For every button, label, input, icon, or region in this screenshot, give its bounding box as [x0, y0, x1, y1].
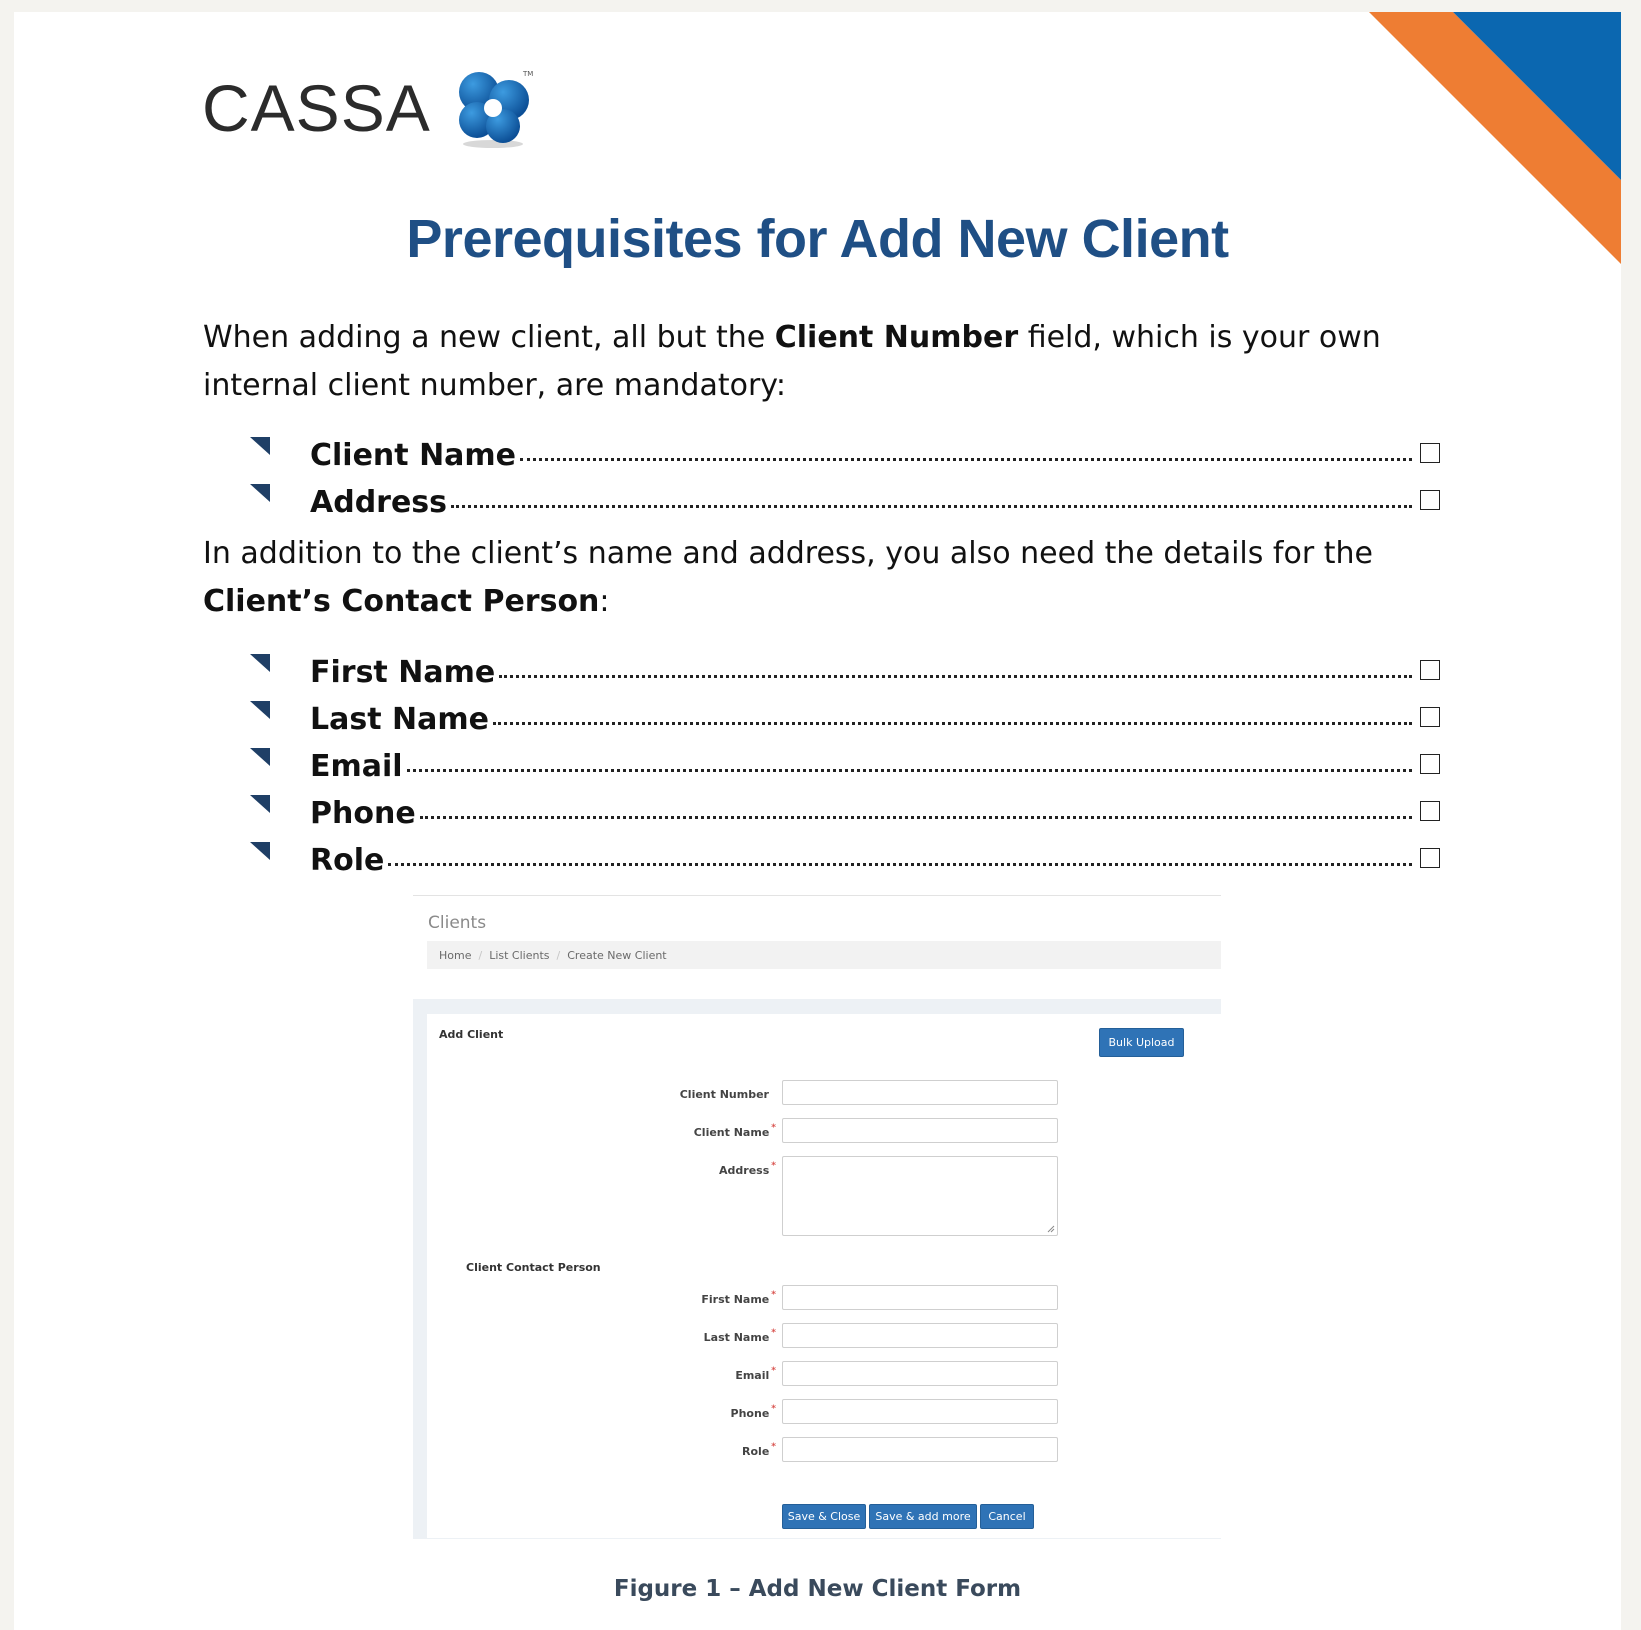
breadcrumb-list-clients[interactable]: List Clients	[489, 948, 550, 962]
last-name-label: Last Name *	[703, 1328, 776, 1344]
required-asterisk: *	[771, 1328, 776, 1338]
contact-checklist	[250, 643, 1440, 878]
mandatory-checklist	[250, 426, 1440, 520]
breadcrumb-home[interactable]: Home	[439, 948, 472, 962]
trademark-mark: TM	[522, 70, 534, 78]
bulk-upload-button[interactable]: Bulk Upload	[1099, 1028, 1184, 1057]
dot-leader	[493, 722, 1412, 725]
breadcrumb-separator: /	[556, 948, 561, 962]
checkbox[interactable]	[1420, 754, 1440, 774]
breadcrumb-current: Create New Client	[567, 948, 667, 962]
email-input[interactable]	[782, 1361, 1058, 1386]
checklist-item	[250, 426, 1440, 473]
breadcrumb	[427, 941, 1221, 969]
intro-text-after: field, which is your own internal client number, are mandatory:	[203, 320, 1381, 403]
checklist-label: Email	[310, 749, 403, 784]
triangle-bullet-icon	[250, 692, 310, 727]
dot-leader	[420, 816, 1412, 819]
address-label: Address *	[719, 1161, 776, 1177]
cassa-logo-mark-icon	[451, 66, 535, 150]
checklist-item	[250, 690, 1440, 737]
dot-leader	[407, 769, 1412, 772]
phone-label: Phone *	[730, 1404, 776, 1420]
contact-text-bold: Client’s Contact Person	[203, 584, 600, 619]
dot-leader	[451, 505, 1412, 508]
required-asterisk: *	[771, 1442, 776, 1452]
role-label: Role *	[742, 1442, 776, 1458]
contact-person-section-label: Client Contact Person	[466, 1261, 601, 1274]
triangle-bullet-icon	[250, 786, 310, 821]
checkbox[interactable]	[1420, 660, 1440, 680]
required-asterisk: *	[771, 1290, 776, 1300]
checkbox[interactable]	[1420, 801, 1440, 821]
breadcrumb-separator: /	[478, 948, 483, 962]
dot-leader	[388, 863, 1412, 866]
email-label: Email *	[735, 1366, 776, 1382]
intro-text-before: When adding a new client, all but the	[203, 320, 775, 355]
page-title: Prerequisites for Add New Client	[406, 209, 1229, 269]
client-name-input[interactable]	[782, 1118, 1058, 1143]
intro-paragraph	[203, 314, 1423, 410]
client-number-input[interactable]	[782, 1080, 1058, 1105]
checklist-item	[250, 784, 1440, 831]
client-name-label: Client Name *	[693, 1123, 776, 1139]
triangle-bullet-icon	[250, 645, 310, 680]
figure-top-border	[413, 895, 1221, 896]
checklist-label: Phone	[310, 796, 416, 831]
resize-handle-icon[interactable]	[1047, 1225, 1055, 1233]
phone-input[interactable]	[782, 1399, 1058, 1424]
contact-text-after: :	[599, 584, 610, 619]
triangle-bullet-icon	[250, 833, 310, 868]
checklist-label: Last Name	[310, 702, 489, 737]
cassa-logo	[202, 66, 535, 150]
figure-caption: Figure 1 – Add New Client Form	[613, 1576, 1022, 1602]
checklist-label: Client Name	[310, 438, 517, 473]
required-asterisk: *	[771, 1404, 776, 1414]
checklist-item	[250, 643, 1440, 690]
cancel-button[interactable]: Cancel	[980, 1504, 1034, 1529]
checklist-item	[250, 831, 1440, 878]
panel-title: Add Client	[439, 1028, 504, 1041]
checkbox[interactable]	[1420, 707, 1440, 727]
checklist-item	[250, 737, 1440, 784]
checkbox[interactable]	[1420, 490, 1440, 510]
checklist-item	[250, 473, 1440, 520]
first-name-label: First Name *	[701, 1290, 776, 1306]
first-name-input[interactable]	[782, 1285, 1058, 1310]
intro-text-bold: Client Number	[774, 320, 1019, 355]
role-input[interactable]	[782, 1437, 1058, 1462]
figure-page-heading: Clients	[428, 913, 487, 933]
contact-intro-paragraph	[203, 530, 1423, 626]
checkbox[interactable]	[1420, 443, 1440, 463]
triangle-bullet-icon	[250, 428, 310, 463]
address-textarea[interactable]	[782, 1156, 1058, 1236]
checklist-label: Address	[310, 485, 448, 520]
add-client-form-figure	[413, 895, 1221, 1539]
checkbox[interactable]	[1420, 848, 1440, 868]
required-asterisk: *	[771, 1366, 776, 1376]
document-page	[14, 12, 1621, 1630]
client-number-label: Client Number	[679, 1088, 769, 1101]
checklist-label: First Name	[310, 655, 496, 690]
checklist-label: Role	[310, 843, 385, 878]
contact-text-before: In addition to the client’s name and address, you also need the details for the	[203, 536, 1373, 571]
add-client-panel	[427, 1014, 1221, 1538]
save-add-more-button[interactable]: Save & add more	[869, 1504, 977, 1529]
dot-leader	[499, 675, 1412, 678]
last-name-input[interactable]	[782, 1323, 1058, 1348]
logo-text: CASSA	[202, 71, 431, 145]
required-asterisk: *	[771, 1161, 776, 1171]
required-asterisk: *	[771, 1123, 776, 1133]
triangle-bullet-icon	[250, 475, 310, 510]
dot-leader	[520, 458, 1412, 461]
triangle-bullet-icon	[250, 739, 310, 774]
save-close-button[interactable]: Save & Close	[782, 1504, 866, 1529]
